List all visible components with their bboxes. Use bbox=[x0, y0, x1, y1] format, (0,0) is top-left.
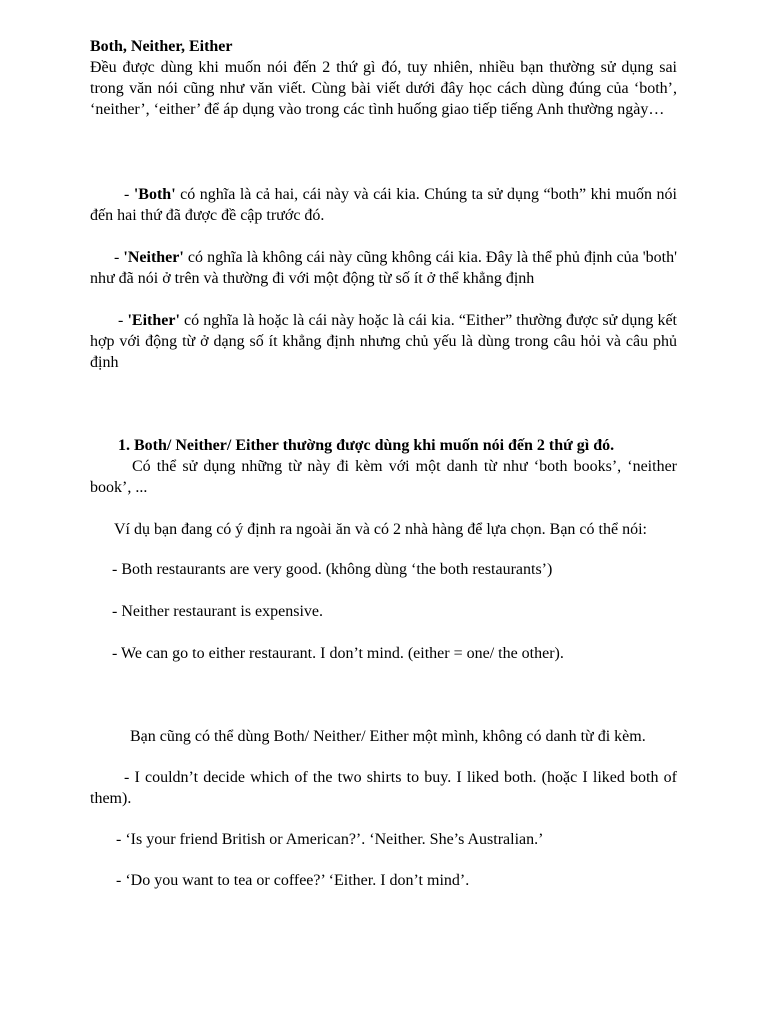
definition-term: 'Either' bbox=[127, 312, 180, 329]
definition-neither bbox=[90, 247, 677, 289]
definition-term: 'Neither' bbox=[123, 249, 184, 266]
definition-text: có nghĩa là cả hai, cái này và cái kia. Chúng ta sử dụng “both” khi muốn nói đến hai thứ đã được đề cập trước đó. bbox=[90, 186, 678, 224]
definition-prefix: - bbox=[114, 249, 124, 266]
document-title: Both, Neither, Either bbox=[90, 38, 233, 55]
definition-either bbox=[90, 310, 677, 373]
example-line: - ‘Is your friend British or American?’. ‘Neither. She’s Australian.’ bbox=[116, 831, 544, 848]
section-paragraph: Ví dụ bạn đang có ý định ra ngoài ăn và có 2 nhà hàng để lựa chọn. Bạn có thể nói: bbox=[114, 521, 647, 538]
definition-text: có nghĩa là hoặc là cái này hoặc là cái kia. “Either” thường được sử dụng kết hợp với động từ ở dạng số ít khẳng định nhưng chủ yếu là dùng trong câu hỏi và câu phủ định bbox=[90, 312, 678, 371]
section-paragraph: Có thể sử dụng những từ này đi kèm với một danh từ như ‘both books’, ‘neither book’, ... bbox=[90, 458, 677, 496]
definition-prefix: - bbox=[118, 312, 128, 329]
section-heading: 1. Both/ Neither/ Either thường được dùng khi muốn nói đến 2 thứ gì đó. bbox=[118, 437, 615, 454]
definition-term: 'Both' bbox=[133, 186, 176, 203]
example-line: - We can go to either restaurant. I don’t mind. (either = one/ the other). bbox=[112, 645, 564, 662]
example-line: - Both restaurants are very good. (không dùng ‘the both restaurants’) bbox=[112, 561, 553, 578]
definition-prefix: - bbox=[124, 186, 134, 203]
example-line: - I couldn’t decide which of the two shirts to buy. I liked both. (hoặc I liked both of them). bbox=[90, 769, 677, 807]
document-page bbox=[90, 36, 677, 891]
definition-both bbox=[90, 184, 677, 226]
example-line: - ‘Do you want to tea or coffee?’ ‘Either. I don’t mind’. bbox=[116, 872, 470, 889]
section-paragraph: Bạn cũng có thể dùng Both/ Neither/ Either một mình, không có danh từ đi kèm. bbox=[130, 728, 646, 745]
definition-text: có nghĩa là không cái này cũng không cái kia. Đây là thể phủ định của 'both' như đã nói ở trên và thường đi với một động từ số ít ở thể khẳng định bbox=[90, 249, 677, 287]
intro-paragraph: Đều được dùng khi muốn nói đến 2 thứ gì đó, tuy nhiên, nhiều bạn thường sử dụng sai trong văn nói cũng như văn viết. Cùng bài viết dưới đây học cách dùng đúng của ‘both’, ‘neither’, ‘either’ để áp dụng vào trong các tình huống giao tiếp tiếng Anh thường ngày… bbox=[90, 59, 677, 118]
example-line: - Neither restaurant is expensive. bbox=[112, 603, 324, 620]
